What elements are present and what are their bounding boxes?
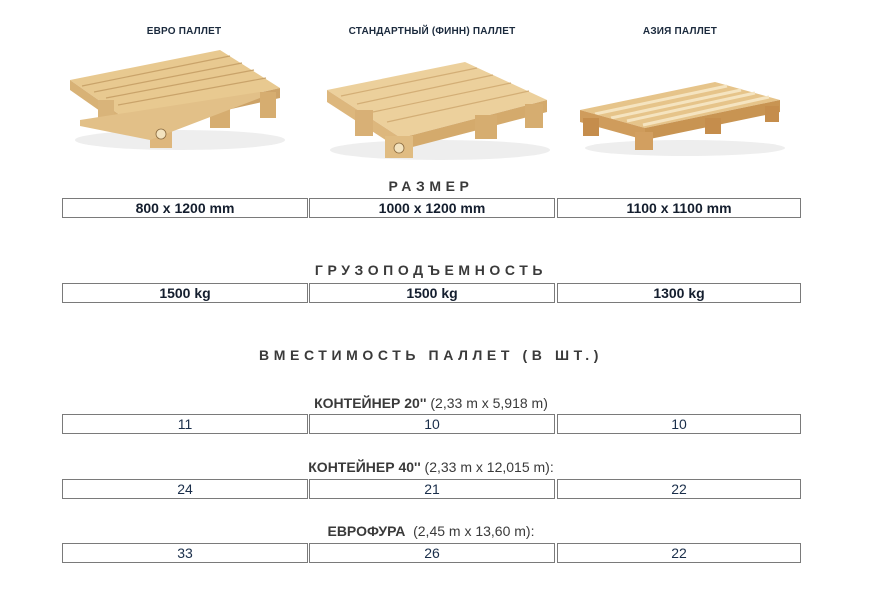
container40-finn: 21 [309, 479, 555, 499]
container40-euro: 24 [62, 479, 308, 499]
eurotruck-euro: 33 [62, 543, 308, 563]
container20-label: КОНТЕЙНЕР 20'' [314, 395, 427, 411]
asia-pallet-title: АЗИЯ ПАЛЛЕТ [642, 26, 718, 37]
capacity-asia: 1300 kg [557, 283, 801, 303]
euro-pallet-image [60, 40, 290, 160]
capacity-row [62, 283, 801, 303]
container20-dims: (2,33 m x 5,918 m) [426, 395, 548, 411]
container40-dims: (2,33 m x 12,015 m): [420, 459, 554, 475]
container20-row [62, 414, 801, 434]
container20-euro: 11 [62, 414, 308, 434]
fit-title: ВМЕСТИМОСТЬ ПАЛЛЕТ (В ШТ.) [259, 347, 603, 363]
eurotruck-asia: 22 [557, 543, 801, 563]
size-asia: 1100 x 1100 mm [557, 198, 801, 218]
container40-title [0, 459, 862, 475]
capacity-euro: 1500 kg [62, 283, 308, 303]
size-row [62, 198, 801, 218]
asia-pallet-image [575, 70, 785, 160]
container20-title [0, 395, 862, 411]
eurotruck-finn: 26 [309, 543, 555, 563]
eurotruck-row [62, 543, 801, 563]
euro-pallet-title: ЕВРО ПАЛЛЕТ [146, 26, 222, 37]
capacity-finn: 1500 kg [309, 283, 555, 303]
eurotruck-label: ЕВРОФУРА [327, 523, 406, 539]
container40-row [62, 479, 801, 499]
eurotruck-dims: (2,45 m x 13,60 m): [405, 523, 535, 539]
container20-asia: 10 [557, 414, 801, 434]
finn-pallet-image [315, 40, 560, 165]
eurotruck-title [0, 523, 862, 539]
container20-finn: 10 [309, 414, 555, 434]
container40-asia: 22 [557, 479, 801, 499]
size-finn: 1000 x 1200 mm [309, 198, 555, 218]
size-title: РАЗМЕР [388, 178, 474, 194]
size-euro: 800 x 1200 mm [62, 198, 308, 218]
finn-pallet-title: СТАНДАРТНЫЙ (ФИНН) ПАЛЛЕТ [348, 26, 516, 37]
container40-label: КОНТЕЙНЕР 40'' [308, 459, 421, 475]
capacity-title: ГРУЗОПОДЪЕМНОСТЬ [314, 262, 548, 278]
